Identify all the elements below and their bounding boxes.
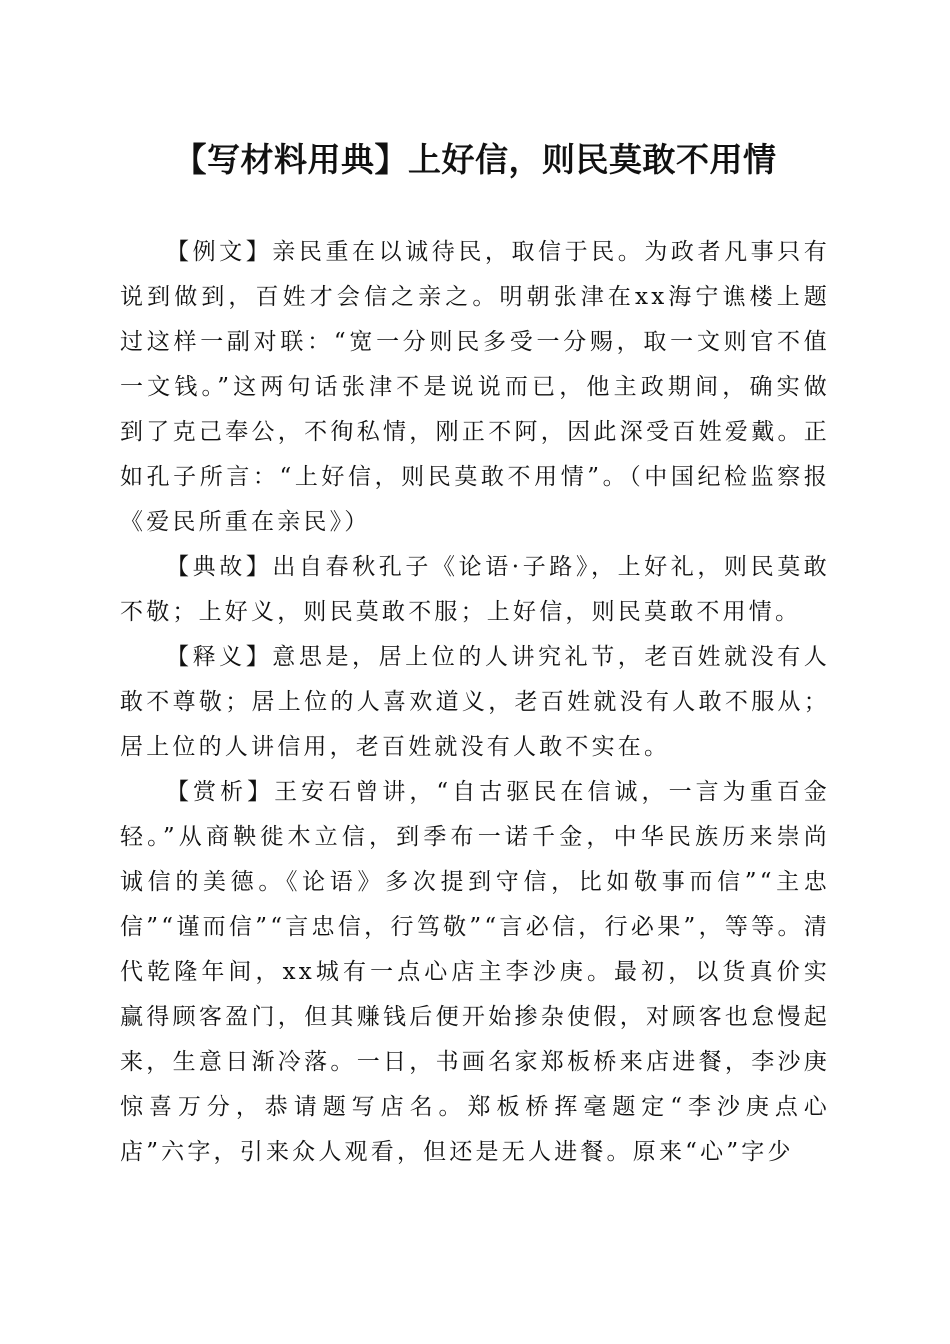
paragraph-example: 【例文】亲民重在以诚待民，取信于民。为政者凡事只有说到做到，百姓才会信之亲之。明朝张津在xx海宁谯楼上题过这样一副对联：“宽一分则民多受一分赐，取一文则官不值一文钱。”这两句话张津不是说说而已，他主政期间，确实做到了克己奉公，不徇私情，刚正不阿，因此深受百姓爱戴。正如孔子所言：“上好信，则民莫敢不用情”。（中国纪检监察报《爱民所重在亲民》）	[120, 239, 830, 535]
paragraph-allusion: 【典故】出自春秋孔子《论语·子路》，上好礼，则民莫敢不敬；上好义，则民莫敢不服；上好信，则民莫敢不用情。	[120, 554, 830, 625]
paragraph-appreciation: 【赏析】王安石曾讲，“自古驱民在信诚，一言为重百金轻。”从商鞅徙木立信，到季布一诺千金，中华民族历来崇尚诚信的美德。《论语》多次提到守信，比如敬事而信”“主忠信”“谨而信”“言忠信，行笃敬”“言必信，行必果”，等等。清代乾隆年间，xx城有一点心店主李沙庚。最初，以货真价实赢得顾客盈门，但其赚钱后便开始掺杂使假，对顾客也怠慢起来，生意日渐冷落。一日，书画名家郑板桥来店进餐，李沙庚惊喜万分，恭请题写店名。郑板桥挥毫题定“李沙庚点心店”六字，引来众人观看，但还是无人进餐。原来“心”字少	[120, 779, 830, 1165]
document-body	[120, 230, 830, 1175]
document-title: 【写材料用典】上好信，则民莫敢不用情	[173, 140, 777, 179]
paragraph-interpretation: 【释义】意思是，居上位的人讲究礼节，老百姓就没有人敢不尊敬；居上位的人喜欢道义，老百姓就没有人敢不服从；居上位的人讲信用，老百姓就没有人敢不实在。	[120, 644, 830, 760]
